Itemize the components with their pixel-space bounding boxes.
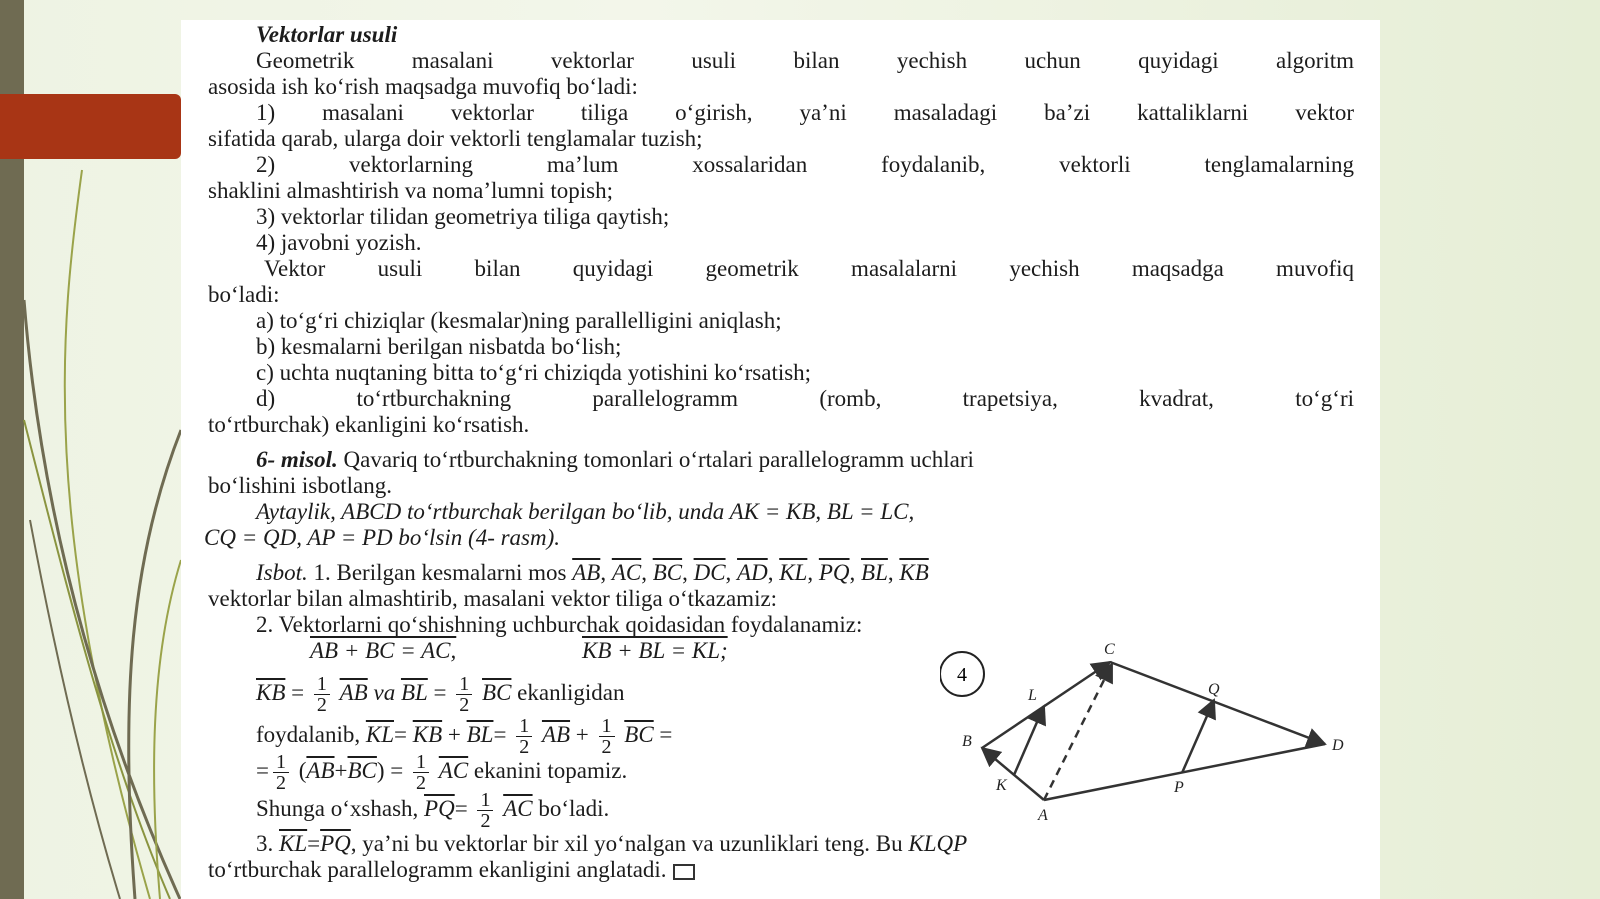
fraction-half-5: $\frac{1}{2}$ bbox=[273, 752, 289, 793]
klqp-name: KLQP bbox=[908, 831, 968, 856]
bc-vector: $\overline{BC}$ bbox=[482, 679, 512, 705]
end-of-proof-icon bbox=[673, 864, 695, 880]
kb-vector: $\overline{KB}$ bbox=[256, 679, 286, 705]
side-ad bbox=[1044, 744, 1325, 800]
step-3-text: , ya’ni bu vektorlar bir xil yo‘nalgan va uzunliklari teng. Bu bbox=[350, 831, 909, 856]
proof-step-2: 2. Vektorlarni qo‘shishning uchburchak qoidasidan foydalanamiz: bbox=[256, 612, 863, 637]
example-given-2: CQ = QD, AP = PD bo‘lsin (4- rasm). bbox=[204, 525, 561, 550]
vector-ad: $\overline{AD}$ bbox=[737, 560, 768, 585]
pq-relation: Shunga o‘xshash, $\overline{PQ}=$ $\frac{1}{2}$ $\overline{AC}$ bo‘ladi. bbox=[256, 789, 610, 832]
ekanini-word: ekanini topamiz. bbox=[473, 757, 628, 783]
example-text-1: Qavariq to‘rtburchakning tomonlari o‘rtalari parallelogramm uchlari bbox=[337, 447, 974, 472]
eq1-text: AB + BC = AC, bbox=[310, 638, 457, 663]
kl-vector: $\overline{KL}$ bbox=[365, 721, 394, 747]
use-c: c) uchta nuqtaning bitta to‘g‘ri chiziqda yotishini ko‘rsatish; bbox=[256, 360, 812, 385]
label-c: C bbox=[1104, 642, 1115, 658]
bl-vector-2: $\overline{BL}$ bbox=[466, 721, 494, 747]
ekanligidan-word: ekanligidan bbox=[517, 679, 625, 705]
ac-vector-2: $\overline{AC}$ bbox=[503, 795, 533, 821]
vector-ab: $\overline{AB}$ bbox=[572, 560, 601, 585]
bc-vector-3: $\overline{BC}$ bbox=[347, 757, 377, 783]
use-d-line-1: d) to‘rtburchakning parallelogramm (romb, trapetsiya, kvadrat, to‘g‘ri bbox=[256, 386, 1354, 411]
equation-2 bbox=[582, 638, 728, 664]
vector-dc: $\overline{DC}$ bbox=[693, 560, 726, 585]
vector-ac: $\overline{AC}$ bbox=[611, 560, 642, 585]
step-2-line-2: shaklini almashtirish va noma’lumni topish; bbox=[208, 178, 614, 203]
use-a: a) to‘g‘ri chiziqlar (kesmalar)ning parallelligini aniqlash; bbox=[256, 308, 782, 333]
step-3-number: 3. bbox=[256, 831, 279, 856]
ab-vector-2: $\overline{AB}$ bbox=[541, 721, 571, 747]
label-k: K bbox=[996, 777, 1007, 794]
example-line-1 bbox=[256, 447, 974, 473]
fraction-half-2: $\frac{1}{2}$ bbox=[456, 674, 472, 715]
kb-bl-relation: $\overline{KB}$ = $\frac{1}{2}$ $\overline{AB}$ va $\overline{BL}$ = $\frac{1}{2}$ $\overline{BC}$ ekanligidan bbox=[256, 673, 625, 716]
label-d: D bbox=[1332, 737, 1344, 754]
bc-vector-2: $\overline{BC}$ bbox=[624, 721, 654, 747]
use-b: b) kesmalarni berilgan nisbatda bo‘lish; bbox=[256, 334, 622, 359]
vector-bc: $\overline{BC}$ bbox=[652, 560, 683, 585]
boladi-word: bo‘ladi. bbox=[538, 795, 610, 821]
conclusion-text: to‘rtburchak parallelogramm ekanligini anglatadi. bbox=[208, 857, 667, 882]
proof-line-1: Isbot. 1. Berilgan kesmalarni mos $\overline{AB}$, $\overline{AC}$, $\overline{BC}$, $\overline{DC}$, $\overline{AD}$, $\overline{KL}$, $\overline{PQ}$, $\overline{BL}$, $\overline{KB}$ bbox=[256, 560, 929, 585]
proof-step-3: 3. $\overline{KL}=\overline{PQ}$, ya’ni bu vektorlar bir xil yo‘nalgan va uzunliklari teng. Bu KLQP bbox=[256, 831, 968, 856]
ab-vector: $\overline{AB}$ bbox=[339, 679, 368, 705]
figure-quadrilateral bbox=[940, 642, 1360, 832]
step-1-line-2: sifatida qarab, ularga doir vektorli tenglamalar tuzish; bbox=[208, 126, 703, 151]
pq-vector-2: $\overline{PQ}$ bbox=[320, 831, 351, 856]
fraction-half-4: $\frac{1}{2}$ bbox=[599, 716, 615, 757]
proof-conclusion bbox=[208, 857, 695, 883]
intro-line-1: Geometrik masalani vektorlar usuli bilan yechish uchun quyidagi algoritm bbox=[256, 48, 1354, 73]
eq2-text: KB + BL = KL; bbox=[582, 638, 728, 663]
vector-pq-arrow bbox=[1182, 700, 1214, 773]
proof-line-2: vektorlar bilan almashtirib, masalani vektor tiliga o‘tkazamiz: bbox=[208, 586, 778, 611]
side-ab bbox=[982, 748, 1044, 800]
label-b: B bbox=[962, 733, 972, 750]
vector-kl: $\overline{KL}$ bbox=[779, 560, 808, 585]
bl-vector: $\overline{BL}$ bbox=[400, 679, 428, 705]
fraction-half-7: $\frac{1}{2}$ bbox=[477, 790, 493, 831]
label-p: P bbox=[1174, 779, 1184, 796]
label-l: L bbox=[1028, 687, 1037, 704]
fraction-half-6: $\frac{1}{2}$ bbox=[413, 752, 429, 793]
intro-line-2: asosida ish ko‘rish maqsadga muvofiq bo‘ladi: bbox=[208, 74, 638, 99]
uses-intro-line-1: Vektor usuli bilan quyidagi geometrik masalalarni yechish maqsadga muvofiq bbox=[264, 256, 1354, 281]
label-a: A bbox=[1038, 807, 1048, 824]
ab-vector-3: $\overline{AB}$ bbox=[306, 757, 335, 783]
pq-vector: $\overline{PQ}$ bbox=[424, 795, 455, 821]
fraction-half-3: $\frac{1}{2}$ bbox=[516, 716, 532, 757]
example-label: 6- misol. bbox=[256, 447, 338, 472]
section-title: Vektorlar usuli bbox=[256, 22, 398, 47]
va-word: va bbox=[373, 679, 396, 705]
kl-derivation: foydalanib, $\overline{KL}= \overline{KB} + \overline{BL}=$ $\frac{1}{2}$ $\overline{AB}$ + $\frac{1}{2}$ $\overline{BC}$ = bbox=[256, 715, 673, 758]
figure-number: 4 bbox=[957, 664, 967, 686]
red-accent-bar bbox=[0, 94, 181, 159]
step-1-line-1: 1) masalani vektorlar tiliga o‘girish, ya’ni masaladagi ba’zi kattaliklarni vektor bbox=[256, 100, 1354, 125]
shunga-word: Shunga o‘xshash, bbox=[256, 795, 419, 821]
vector-bl: $\overline{BL}$ bbox=[861, 560, 888, 585]
foydalanib-word: foydalanib, bbox=[256, 721, 361, 747]
vector-kb: $\overline{KB}$ bbox=[899, 560, 929, 585]
proof-text-1: 1. Berilgan kesmalarni mos bbox=[307, 560, 573, 585]
uses-intro-line-2: bo‘ladi: bbox=[208, 282, 280, 307]
example-line-2: bo‘lishini isbotlang. bbox=[208, 473, 392, 498]
label-q: Q bbox=[1208, 681, 1220, 698]
proof-label: Isbot. bbox=[256, 560, 308, 585]
example-given-1: Aytaylik, ABCD to‘rtburchak berilgan bo‘lib, unda AK = KB, BL = LC, bbox=[256, 499, 915, 524]
step-4: 4) javobni yozish. bbox=[256, 230, 422, 255]
step-2-line-1: 2) vektorlarning ma’lum xossalaridan foydalanib, vektorli tenglamalarning bbox=[256, 152, 1354, 177]
equation-1 bbox=[310, 638, 456, 664]
figure-svg bbox=[940, 642, 1360, 832]
step-3: 3) vektorlar tilidan geometriya tiliga qaytish; bbox=[256, 204, 670, 229]
kb-vector-2: $\overline{KB}$ bbox=[412, 721, 443, 747]
kl-vector-2: $\overline{KL}$ bbox=[279, 831, 308, 856]
side-cd bbox=[1110, 662, 1325, 744]
vector-pq: $\overline{PQ}$ bbox=[818, 560, 850, 585]
use-d-line-2: to‘rtburchak) ekanligini ko‘rsatish. bbox=[208, 412, 530, 437]
fraction-half: $\frac{1}{2}$ bbox=[314, 674, 330, 715]
ac-vector: $\overline{AC}$ bbox=[438, 757, 469, 783]
kl-result: = $\frac{1}{2}$ $(\overline{AB}+\overline{BC})$ = $\frac{1}{2}$ $\overline{AC}$ ekanini topamiz. bbox=[256, 751, 628, 794]
